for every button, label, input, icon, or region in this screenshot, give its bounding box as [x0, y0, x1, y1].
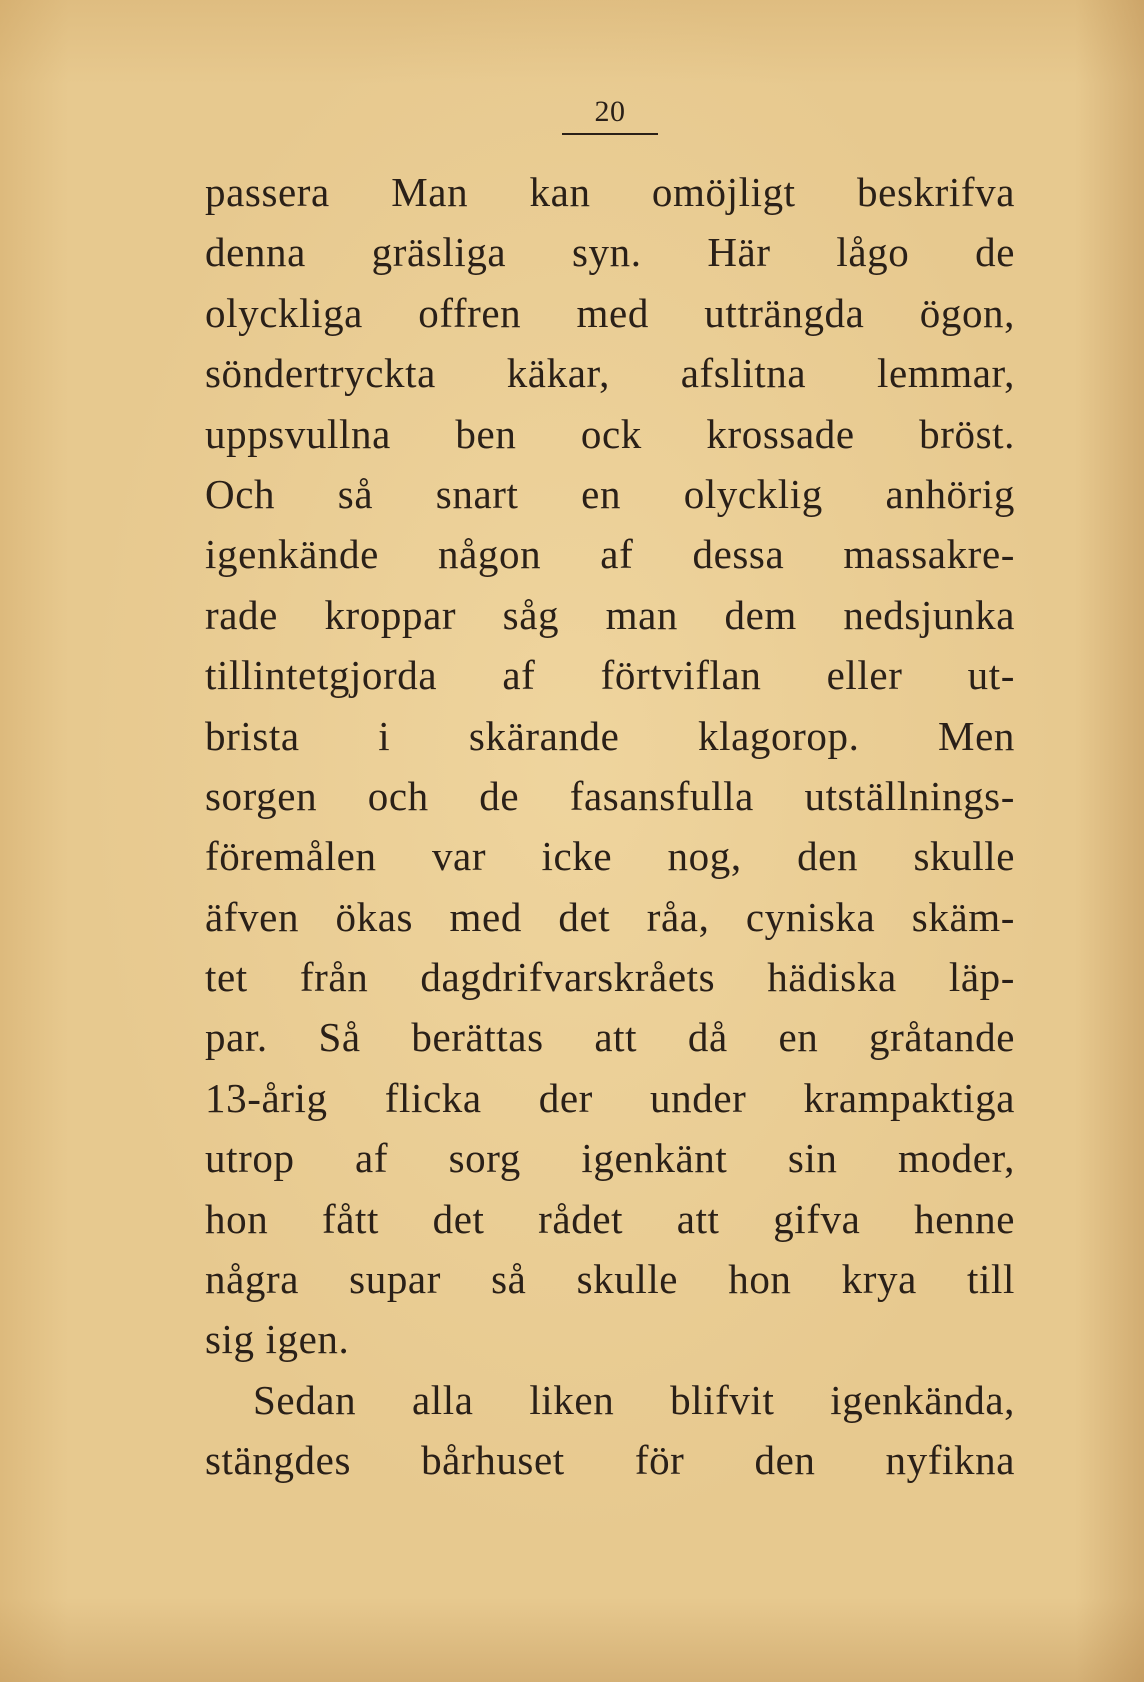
text-line: tillintetgjorda af förtviflan eller ut-	[205, 652, 1015, 699]
text-line: föremålen var icke nog, den skulle	[205, 833, 1015, 880]
text-line: utrop af sorg igenkänt sin moder,	[205, 1135, 1015, 1182]
text-line: par. Så berättas att då en gråtande	[205, 1014, 1015, 1061]
page-number: 20	[594, 95, 626, 128]
text-line: hon fått det rådet att gifva henne	[205, 1195, 1015, 1242]
text-line: stängdes bårhuset för den nyfikna	[205, 1437, 1015, 1484]
text-line: söndertryckta käkar, afslitna lemmar,	[205, 350, 1015, 397]
body-text	[205, 162, 1015, 1491]
text-line: olyckliga offren med utträngda ögon,	[205, 289, 1015, 336]
text-line: passera Man kan omöjligt beskrifva	[205, 169, 1015, 215]
page-number-rule	[562, 133, 658, 135]
text-line: uppsvullna ben ock krossade bröst.	[205, 410, 1015, 457]
text-line: Och så snart en olycklig anhörig	[205, 470, 1015, 517]
text-line: Sedan alla liken blifvit igenkända,	[253, 1376, 1015, 1423]
text-line: 13-årig flicka der under krampaktiga	[205, 1074, 1015, 1121]
text-line: några supar så skulle hon krya till	[205, 1256, 1015, 1303]
text-line: äfven ökas med det råa, cyniska skäm-	[205, 893, 1015, 940]
text-line: igenkände någon af dessa massakre-	[205, 531, 1015, 578]
text-line: denna gräsliga syn. Här lågo de	[205, 229, 1015, 276]
text-line: tet från dagdrifvarskråets hädiska läp-	[205, 954, 1015, 1001]
text-line: brista i skärande klagorop. Men	[205, 712, 1015, 759]
text-line: sig igen.	[205, 1316, 350, 1363]
text-line: rade kroppar såg man dem nedsjunka	[205, 591, 1015, 638]
text-line: sorgen och de fasansfulla utställnings-	[205, 772, 1015, 819]
